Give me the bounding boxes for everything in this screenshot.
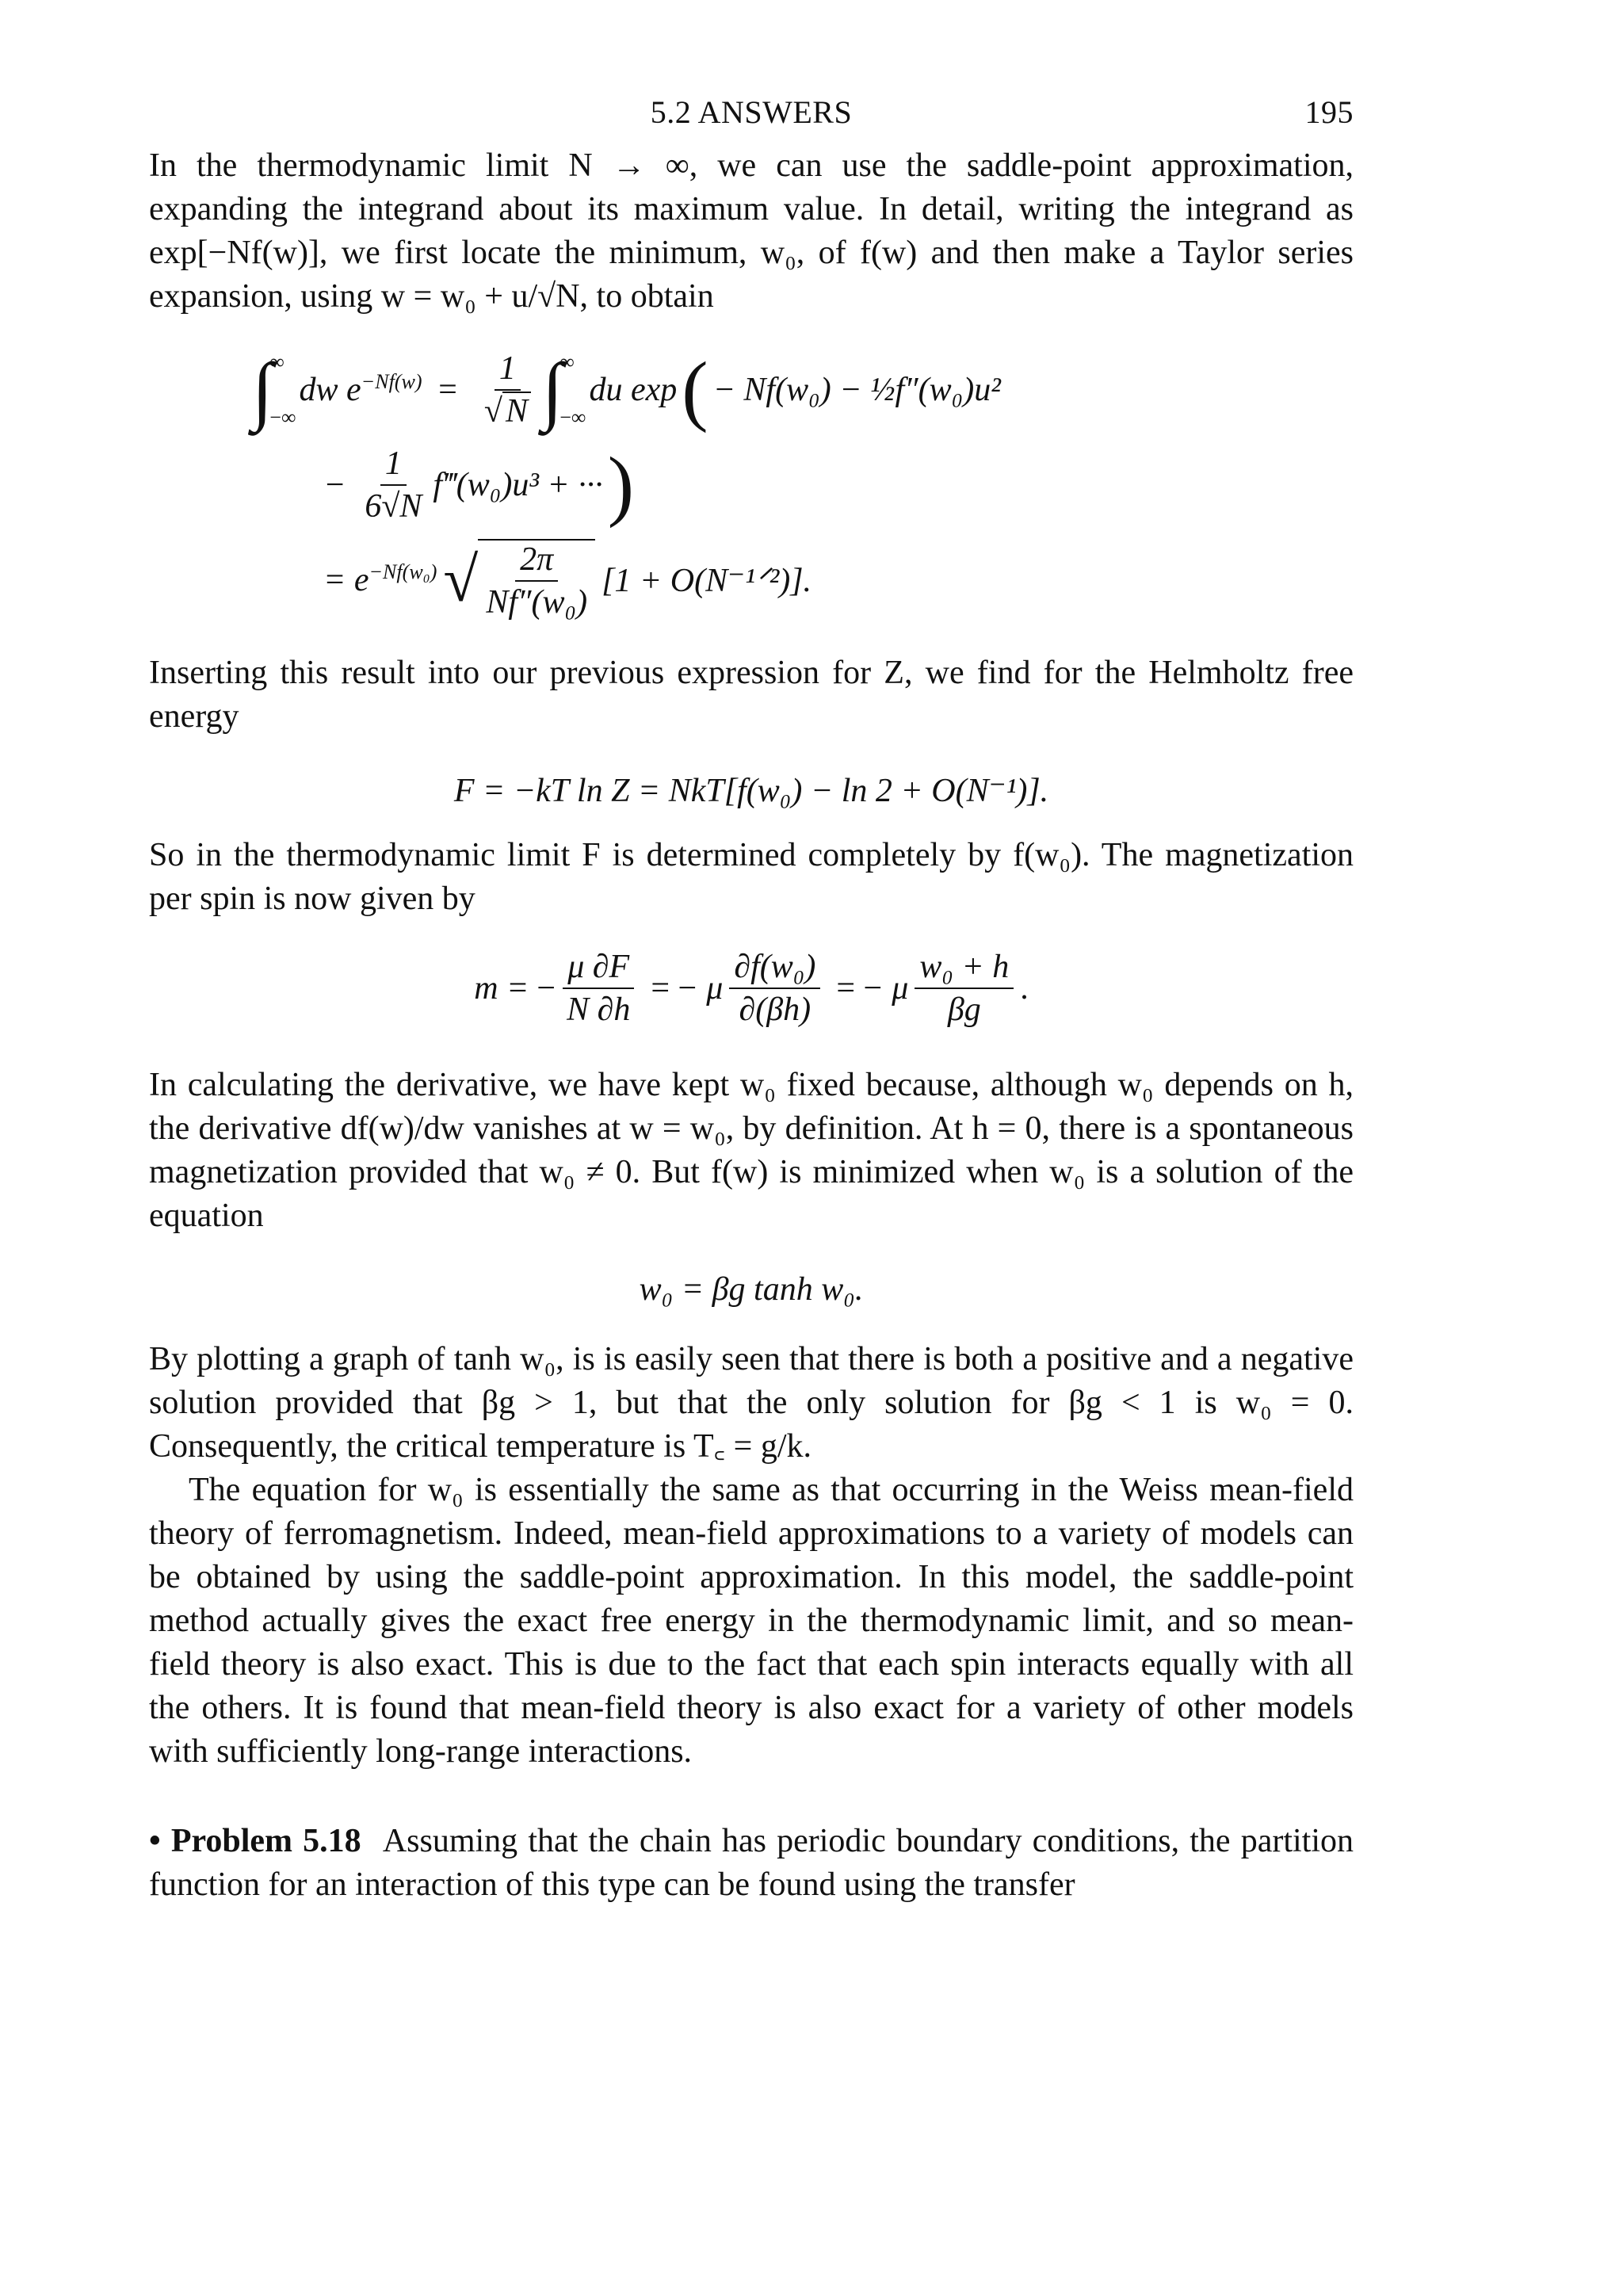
equation-saddle-point-integral: ∫ ∞ −∞ dw $e^{-Nf(w)}$ = $\frac{1}{√N}$ ∫ ∞ −∞ du exp ( − Nf(w₀) − ½f″(w₀)u² − $\frac{1}{6√N}$ f‴(w₀)u³ + ··· ) = $e^{-Nf(w_0)}$ √ $\frac{2\pi}{\text{Nf″(w₀)}}$ [1 + O(N⁻¹ᐟ²)]. [252, 346, 1001, 621]
integral-sign: ∫ ∞ −∞ [541, 347, 586, 432]
paragraph-helmholtz: Inserting this result into our previous expression for Z, we find for the Helmholtz free energy [149, 655, 1354, 735]
eq1-sqrt-frac: $\frac{2\pi}{\text{Nf″(w₀)}}$ [478, 539, 595, 621]
equation-self-consistency: w₀ = βg tanh w₀. [639, 1271, 864, 1308]
section-title: 5.2 ANSWERS [650, 94, 853, 130]
problem-5-18 [149, 1820, 1354, 1907]
problem-label: • Problem 5.18 [149, 1823, 361, 1859]
eq1-lhs: dw $e^{-Nf(w)}$ [299, 370, 422, 408]
integral-sign: ∫ ∞ −∞ [252, 347, 296, 432]
eq3-term1: $\frac{\mu \partial F}{N \partial h}$ [562, 948, 635, 1029]
eq3-term2: $\frac{\text{∂f(w₀)}}{\partial(\beta h)}$ [729, 948, 820, 1029]
equation-free-energy: F = −kT ln Z = NkT[f(w₀) − ln 2 + O(N⁻¹)]. [453, 773, 1049, 809]
running-header [149, 94, 1354, 141]
eq1-exp: du exp [589, 372, 678, 408]
eq1-line2-term: f‴(w₀)u³ + ··· [433, 467, 603, 503]
eq1-line3-prefix: = $e^{-Nf(w_0)}$ [323, 560, 437, 598]
paragraph-magnetization: So in the thermodynamic limit F is determined completely by f(w₀). The magnetization per spin is now given by [149, 837, 1354, 917]
paragraph-derivative: In calculating the derivative, we have kept w₀ fixed because, although w₀ depends on h, the derivative df(w)/dw vanishes at w = w₀, by definition. At h = 0, there is a spontaneous magnetization provided that w₀ ≠ 0. But f(w) is minimized when w₀ is a solution of the equation [149, 1067, 1354, 1234]
eq3-term3: $\frac{\text{w₀ + h}}{\beta g}$ [915, 948, 1014, 1029]
page [149, 94, 1354, 1907]
eq1-prefactor: $\frac{1}{√N}$ [479, 350, 536, 430]
eq1-line3-suffix: [1 + O(N⁻¹ᐟ²)]. [601, 563, 812, 599]
eq1-line2-frac: $\frac{1}{6√N}$ [365, 445, 422, 525]
paragraph-critical-temperature: By plotting a graph of tanh w₀, is is easily seen that there is both a positive and a negative solution provided that βg > 1, but that the only solution for βg < 1 is w₀ = 0. Consequently, the critical temperature is T꜀ = g/k. [149, 1341, 1354, 1465]
paragraph-saddle-point: In the thermodynamic limit N → ∞, we can use the saddle-point approximation, expanding the integrand about its maximum value. In detail, writing the integrand as exp[−Nf(w)], we first locate the minimum, w₀, of f(w) and then make a Taylor series expansion, using w = w₀ + u/√N, to obtain [149, 147, 1354, 315]
paragraph-mean-field: The equation for w₀ is essentially the same as that occurring in the Weiss mean-field theory of ferromagnetism. Indeed, mean-field approximations to a variety of models can be obtained by using the saddle-point approximation. In this model, the saddle-point method actually gives the exact free energy in the thermodynamic limit, and so mean-field theory is also exact. This is due to the fact that each spin interacts equally with all the others. It is found that mean-field theory is also exact for a variety of other models with sufficiently long-range interactions. [149, 1472, 1354, 1770]
problem-text: Assuming that the chain has periodic boundary conditions, the partition function for an interaction of this type can be found using the transfer [149, 1823, 1354, 1903]
eq1-expansion-terms: − Nf(w₀) − ½f″(w₀)u² [712, 372, 1001, 408]
page-number: 195 [1304, 94, 1354, 130]
equation-magnetization: m = − $\frac{\mu \partial F}{N \partial h}$ = − μ $\frac{\text{∂f(w₀)}}{\partial(\beta h)}$ = − μ $\frac{\text{w₀ + h}}{\beta g}$ . [474, 949, 1029, 1028]
